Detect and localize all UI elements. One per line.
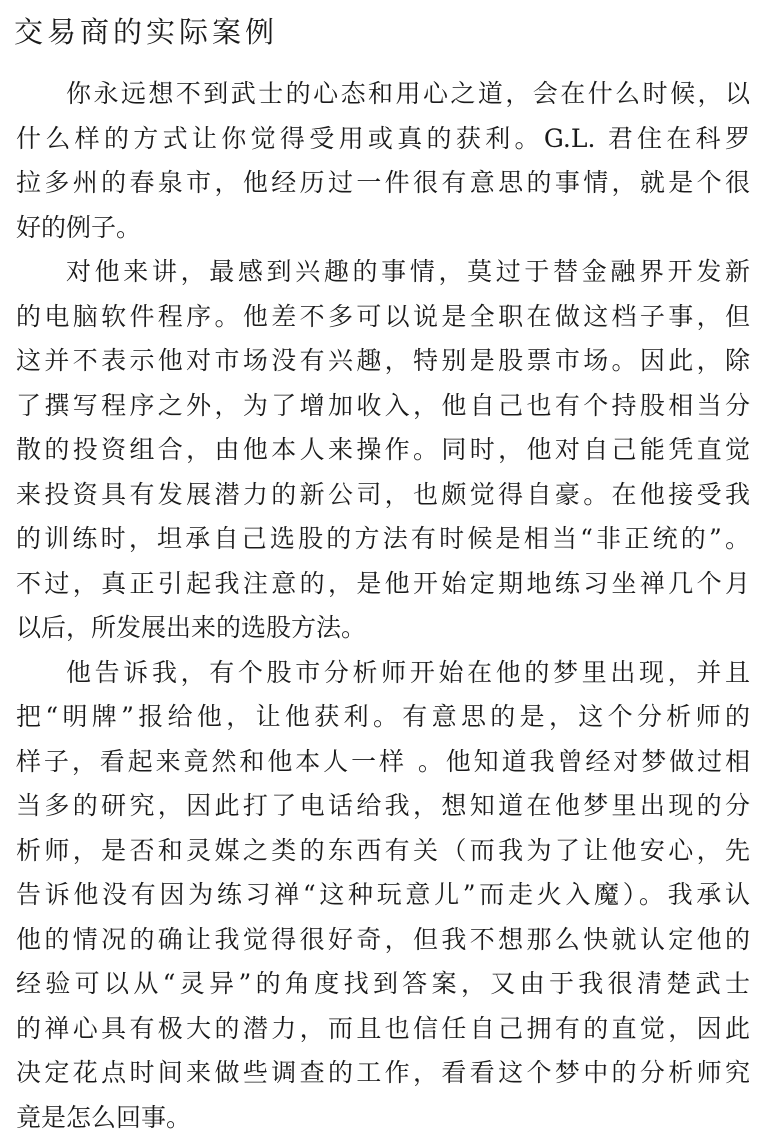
text-line: 什么样的方式让你觉得受用或真的获利。G.L. 君住在科罗 — [16, 117, 750, 162]
text-line: 当多的研究，因此打了电话给我，想知道在他梦里出现的分 — [16, 784, 750, 829]
text-line: 告诉他没有因为练习禅“这种玩意儿”而走火入魔）。我承认 — [16, 873, 750, 918]
text-line: 好的例子。 — [16, 206, 750, 251]
text-line: 你永远想不到武士的心态和用心之道，会在什么时候，以 — [16, 72, 750, 117]
body-text — [16, 72, 750, 1140]
text-line: 了撰写程序之外，为了增加收入，他自己也有个持股相当分 — [16, 384, 750, 429]
text-line: 散的投资组合，由他本人来操作。同时，他对自己能凭直觉 — [16, 428, 750, 473]
text-line: 这并不表示他对市场没有兴趣，特别是股票市场。因此，除 — [16, 339, 750, 384]
text-line: 对他来讲，最感到兴趣的事情，莫过于替金融界开发新 — [16, 250, 750, 295]
text-line: 的训练时，坦承自己选股的方法有时候是相当“非正统的”。 — [16, 517, 750, 562]
text-line: 的电脑软件程序。他差不多可以说是全职在做这档子事，但 — [16, 295, 750, 340]
text-line: 样子，看起来竟然和他本人一样 。他知道我曾经对梦做过相 — [16, 740, 750, 785]
text-line: 析师，是否和灵媒之类的东西有关（而我为了让他安心，先 — [16, 829, 750, 874]
text-line: 来投资具有发展潜力的新公司，也颇觉得自豪。在他接受我 — [16, 473, 750, 518]
text-line: 他的情况的确让我觉得很好奇，但我不想那么快就认定他的 — [16, 918, 750, 963]
text-line: 竟是怎么回事。 — [16, 1096, 750, 1140]
text-line: 拉多州的春泉市，他经历过一件很有意思的事情，就是个很 — [16, 161, 750, 206]
section-heading: 交易商的实际案例 — [14, 10, 278, 54]
text-line: 不过，真正引起我注意的，是他开始定期地练习坐禅几个月 — [16, 562, 750, 607]
text-line: 决定花点时间来做些调查的工作，看看这个梦中的分析师究 — [16, 1051, 750, 1096]
text-line: 把“明牌”报给他，让他获利。有意思的是，这个分析师的 — [16, 695, 750, 740]
text-line: 的禅心具有极大的潜力，而且也信任自己拥有的直觉，因此 — [16, 1007, 750, 1052]
text-line: 经验可以从“灵异”的角度找到答案，又由于我很清楚武士 — [16, 962, 750, 1007]
text-line: 以后，所发展出来的选股方法。 — [16, 606, 750, 651]
text-line: 他告诉我，有个股市分析师开始在他的梦里出现，并且 — [16, 651, 750, 696]
